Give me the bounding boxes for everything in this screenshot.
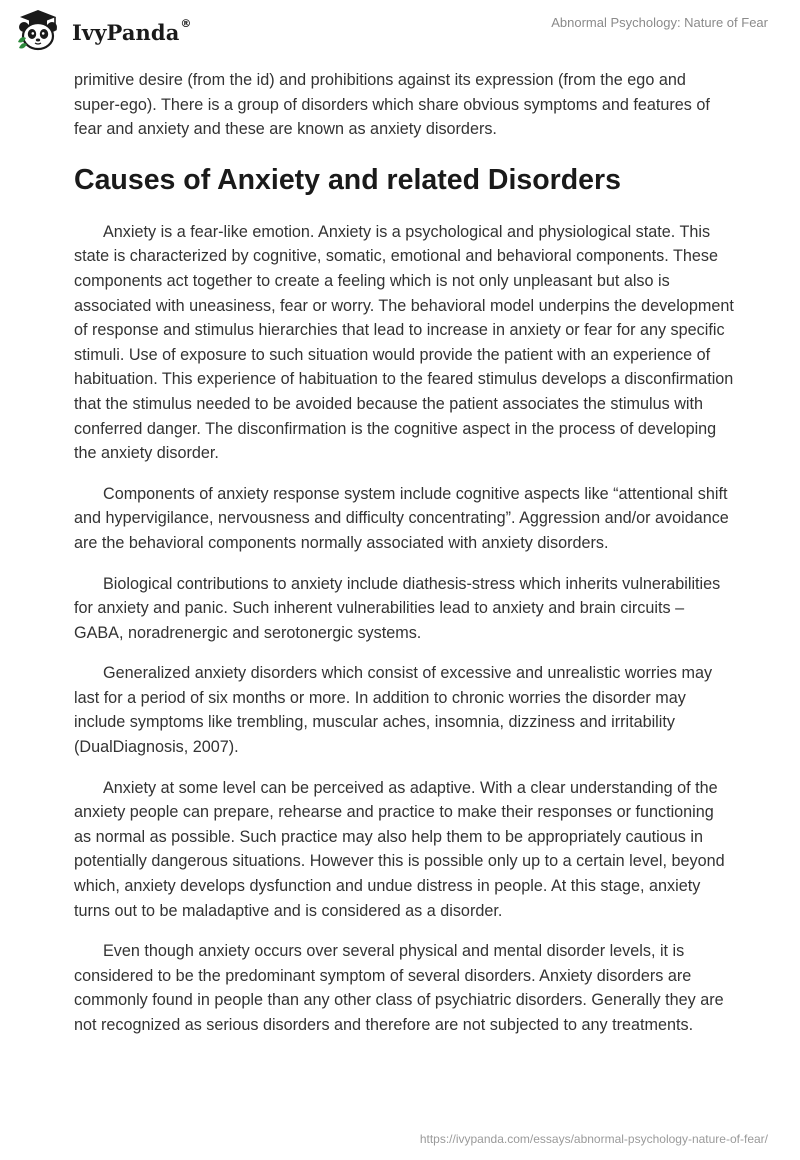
page-header (0, 0, 800, 60)
paragraph-2: Components of anxiety response system include cognitive aspects like “attentional shift and hypervigilance, nervousness and difficulty concentrating”. Aggression and/or avoidance are the behavioral components normally associated with anxiety disorders. (74, 484, 729, 552)
paragraph-3: Biological contributions to anxiety include diathesis-stress which inherits vulnerabilities for anxiety and panic. Such inherent vulnerabilities lead to anxiety and brain circuits – GABA, noradrenergic and serotonergic systems. (74, 574, 721, 642)
brand-name: IvyPanda® (72, 16, 192, 45)
document-title: Abnormal Psychology: Nature of Fear (551, 15, 768, 30)
registered-mark: ® (180, 16, 192, 30)
paragraph-1: Anxiety is a fear-like emotion. Anxiety is a psychological and physiological state. This state is characterized by cognitive, somatic, emotional and behavioral components. These components act together to create a feeling which is not only unpleasant but also is associated with uneasiness, fear or worry. The behavioral model underpins the development of response and stimulus hierarchies that lead to increase in anxiety or fear for any specific stimuli. Use of exposure to such situation would provide the patient with an experience of habituation. This experience of habituation to the feared stimulus develops a disconfirmation that the stimulus needed to be avoided because the patient associates the stimulus with conferred danger. The disconfirmation is the cognitive aspect in the process of developing the anxiety disorder. (74, 222, 734, 463)
section-heading: Causes of Anxiety and related Disorders (74, 163, 621, 196)
paragraph-6: Even though anxiety occurs over several physical and mental disorder levels, it is considered to be the predominant symptom of several disorders. Anxiety disorders are commonly found in people than any other class of psychiatric disorders. Generally they are not recognized as serious disorders and therefore are not subjected to any treatments. (74, 942, 724, 1034)
intro-paragraph: primitive desire (from the id) and prohibitions against its expression (from the ego and super-ego). There is a group of disorders which share obvious symptoms and features of fear and anxiety and these are known as anxiety disorders. (74, 71, 710, 139)
paragraph-4: Generalized anxiety disorders which consist of excessive and unrealistic worries may last for a period of six months or more. In addition to chronic worries the disorder may include symptoms like trembling, muscular aches, insomnia, dizziness and irritability (DualDiagnosis, 2007). (74, 664, 713, 757)
source-url-link[interactable]: https://ivypanda.com/essays/abnormal-psychology-nature-of-fear/ (419, 1132, 768, 1146)
panda-graduate-logo-icon (14, 8, 66, 52)
paragraph-5: Anxiety at some level can be perceived as adaptive. With a clear understanding of the anxiety people can prepare, rehearse and practice to make their responses or functioning as normal as possible. Such practice may also help them to be appropriately cautious in potentially dangerous situations. However this is possible only up to a certain level, beyond which, anxiety develops dysfunction and undue distress in people. At this stage, anxiety turns out to be maladaptive and is considered as a disorder. (74, 778, 725, 920)
article-body (74, 68, 734, 1054)
brand-logo[interactable] (14, 8, 192, 52)
